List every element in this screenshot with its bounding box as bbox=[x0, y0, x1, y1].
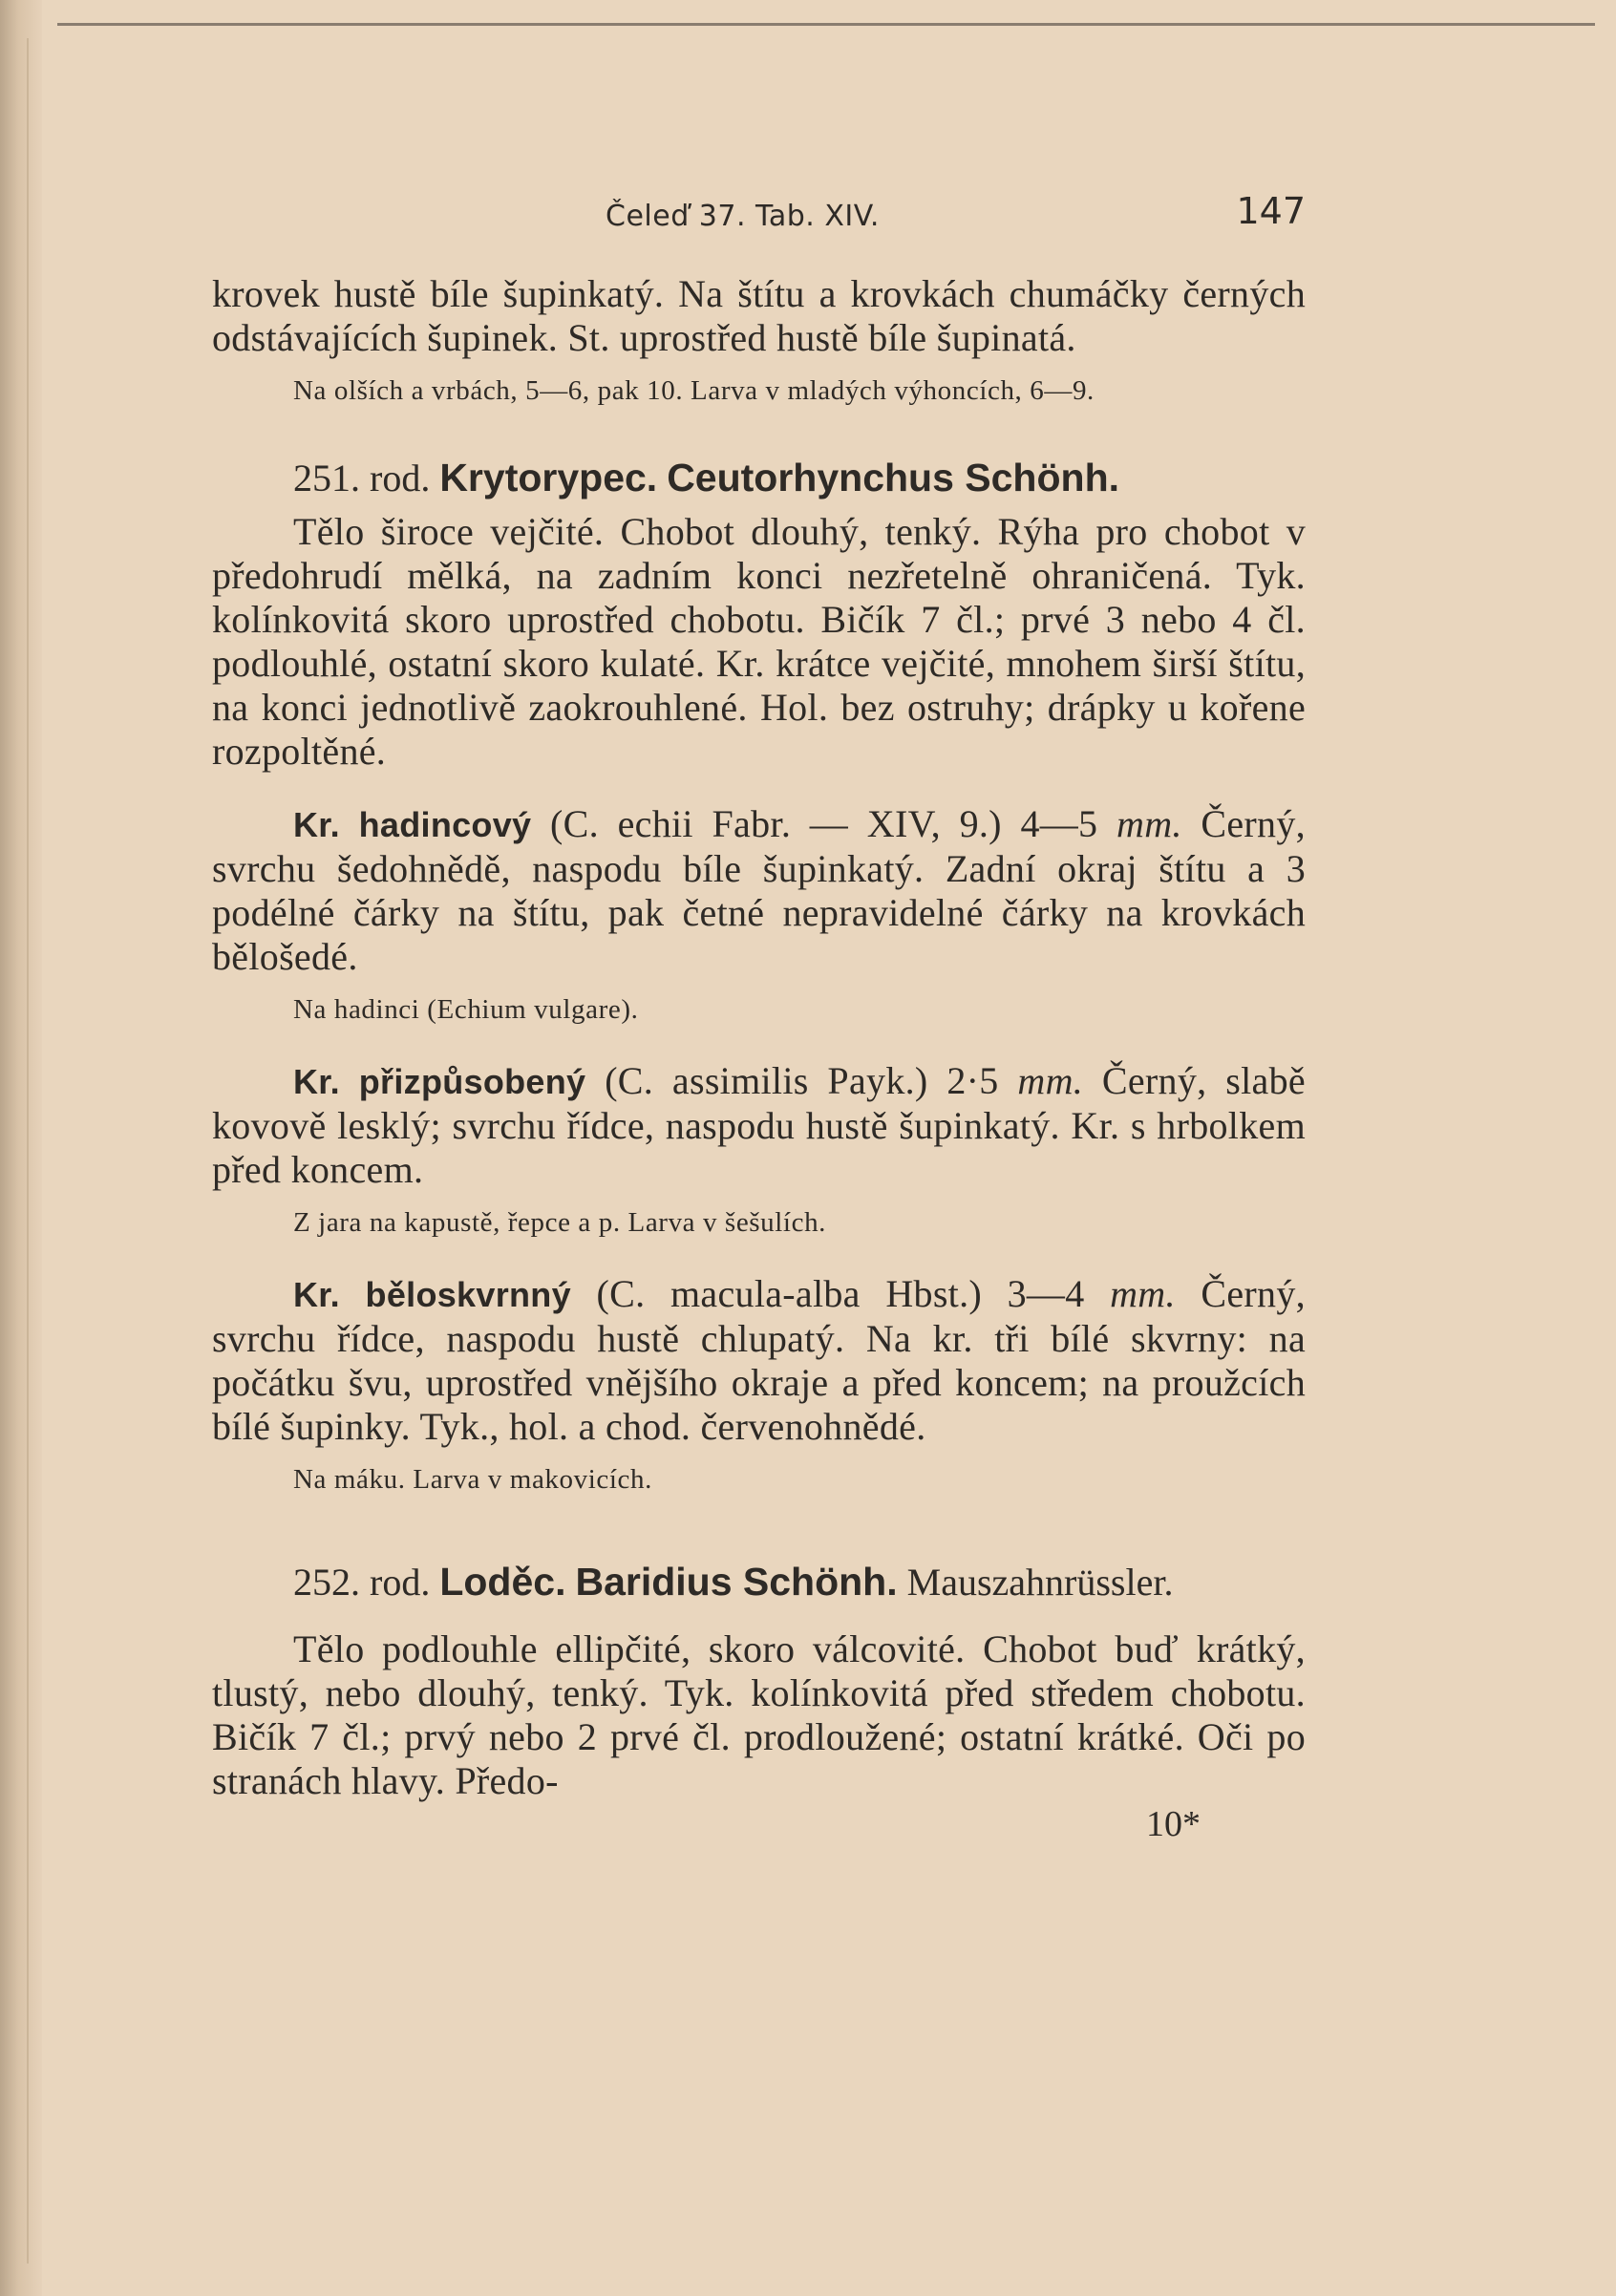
species-czech-name: běloskvrnný bbox=[365, 1275, 571, 1314]
species-paragraph bbox=[212, 802, 1306, 979]
species-czech-name: přizpůsobený bbox=[358, 1062, 586, 1101]
genus-251-heading bbox=[212, 454, 1306, 502]
species-note: Na hadinci (Echium vulgare). bbox=[293, 994, 639, 1025]
species-czech-name: hadincový bbox=[358, 805, 532, 844]
species-description: Černý, svrchu řídce, naspodu hustě chlupatý. Na kr. tři bílé skvrny: na počátku švu, uprostřed vnějšího okraje a před koncem; na proužcích bílé šupinky. Tyk., hol. a chod. červenohnědé. bbox=[212, 1272, 1306, 1448]
genus-czech-name: Krytorypec. bbox=[439, 456, 658, 500]
species-abbr: Kr. bbox=[293, 1275, 340, 1314]
genus-czech-name: Loděc. bbox=[439, 1560, 566, 1604]
signature-mark: 10* bbox=[1146, 1804, 1201, 1844]
genus-number: 252. rod. bbox=[293, 1561, 431, 1604]
species-paragraph bbox=[212, 1059, 1306, 1192]
species-unit: mm. bbox=[1110, 1272, 1176, 1315]
species-entry bbox=[212, 1272, 1306, 1500]
page-top-edge bbox=[57, 23, 1595, 26]
genus-number: 251. rod. bbox=[293, 457, 431, 500]
species-latin: (C. echii Fabr. — XIV, 9.) 4—5 bbox=[550, 802, 1098, 845]
species-unit: mm. bbox=[1017, 1059, 1084, 1102]
page-text bbox=[212, 186, 1306, 1845]
continuation-paragraph: krovek hustě bíle šupinkatý. Na štítu a krovkách chumáčky černých odstávajících šupinek. St. uprostřed hustě bíle šupinatá. bbox=[212, 272, 1306, 359]
gutter-line bbox=[27, 38, 29, 2264]
species-note: Na máku. Larva v makovicích. bbox=[293, 1464, 652, 1495]
species-paragraph bbox=[212, 1272, 1306, 1449]
page-number: 147 bbox=[1236, 190, 1306, 232]
species-description: Černý, slabě kovově lesklý; svrchu řídce, naspodu hustě šupinkatý. Kr. s hrbolkem před koncem. bbox=[212, 1059, 1306, 1191]
genus-latin-name: Ceutorhynchus Schönh. bbox=[667, 456, 1120, 500]
species-entry bbox=[212, 802, 1306, 1031]
species-abbr: Kr. bbox=[293, 1062, 340, 1101]
continuation-note: Na olších a vrbách, 5—6, pak 10. Larva v mladých výhoncích, 6—9. bbox=[293, 375, 1095, 406]
species-description: Černý, svrchu šedohnědě, naspodu bíle šupinkatý. Zadní okraj štítu a 3 podélné čárky na štítu, pak četné nepravidelné čárky na krovkách bělošedé. bbox=[212, 802, 1306, 978]
genus-252-heading bbox=[212, 1558, 1306, 1606]
species-abbr: Kr. bbox=[293, 805, 340, 844]
species-entry bbox=[212, 1059, 1306, 1244]
species-latin: (C. macula-alba Hbst.) 3—4 bbox=[596, 1272, 1085, 1315]
species-note: Z jara na kapustě, řepce a p. Larva v šešulích. bbox=[293, 1207, 827, 1238]
genus-252-description: Tělo podlouhle ellipčité, skoro válcovité. Chobot buď krátký, tlustý, nebo dlouhý, tenký. Tyk. kolínkovitá před středem chobotu. Bičík 7 čl.; prvý nebo 2 prvé čl. prodloužené; ostatní krátké. Oči po stranách hlavy. Předo- bbox=[212, 1627, 1306, 1802]
book-gutter bbox=[0, 0, 42, 2296]
running-head bbox=[212, 186, 1306, 244]
genus-latin-name: Baridius Schönh. bbox=[575, 1560, 898, 1604]
species-latin: (C. assimilis Payk.) 2·5 bbox=[605, 1059, 999, 1102]
running-title: Čeleď 37. Tab. XIV. bbox=[606, 200, 880, 233]
genus-german-name: Mauszahnrüssler. bbox=[906, 1561, 1174, 1604]
genus-251-description: Tělo široce vejčité. Chobot dlouhý, tenký. Rýha pro chobot v předohrudí mělká, na zadním konci nezřetelně ohraničená. Tyk. kolínkovitá skoro uprostřed chobotu. Bičík 7 čl.; prvé 3 nebo 4 čl. podlouhlé, ostatní skoro kulaté. Kr. krátce vejčité, mnohem širší štítu, na konci jednotlivě zaokrouhlené. Hol. bez ostruhy; drápky u kořene rozpoltěné. bbox=[212, 510, 1306, 773]
species-unit: mm. bbox=[1116, 802, 1182, 845]
